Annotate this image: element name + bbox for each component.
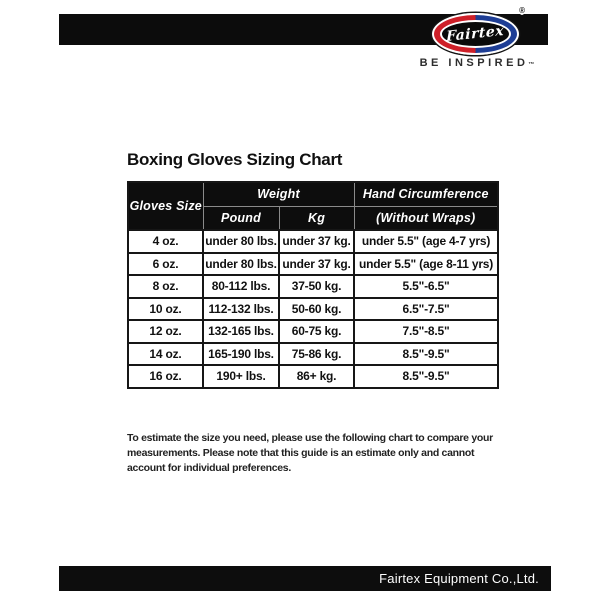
header-row-1 bbox=[128, 182, 498, 206]
logo-oval-core bbox=[440, 20, 511, 48]
table-row bbox=[128, 365, 498, 388]
cell-size: 14 oz. bbox=[128, 343, 203, 366]
table-row bbox=[128, 298, 498, 321]
cell-pound: 190+ lbs. bbox=[203, 365, 279, 388]
sizing-note: To estimate the size you need, please use the following chart to compare your measurements. Please note that this guide is an estimate only and cannot account for individual preferences. bbox=[127, 432, 493, 474]
table-row bbox=[128, 343, 498, 366]
company-name: Fairtex Equipment Co.,Ltd. bbox=[379, 571, 539, 586]
logo-oval-ring bbox=[432, 13, 519, 55]
cell-circumference: 7.5"-8.5" bbox=[354, 320, 498, 343]
cell-size: 4 oz. bbox=[128, 230, 203, 253]
table-row bbox=[128, 230, 498, 253]
col-header-hand-circumference: Hand Circumference bbox=[354, 182, 498, 206]
cell-size: 6 oz. bbox=[128, 253, 203, 276]
cell-size: 16 oz. bbox=[128, 365, 203, 388]
cell-kg: 60-75 kg. bbox=[279, 320, 354, 343]
cell-kg: under 37 kg. bbox=[279, 230, 354, 253]
cell-pound: under 80 lbs. bbox=[203, 253, 279, 276]
col-header-without-wraps: (Without Wraps) bbox=[354, 206, 498, 230]
cell-pound: under 80 lbs. bbox=[203, 230, 279, 253]
table-row bbox=[128, 275, 498, 298]
cell-circumference: 8.5"-9.5" bbox=[354, 365, 498, 388]
table-header bbox=[128, 182, 498, 230]
cell-pound: 112-132 lbs. bbox=[203, 298, 279, 321]
cell-kg: 50-60 kg. bbox=[279, 298, 354, 321]
cell-size: 8 oz. bbox=[128, 275, 203, 298]
tagline-text: BE INSPIRED bbox=[419, 57, 529, 69]
col-header-weight: Weight bbox=[203, 182, 354, 206]
col-header-pound: Pound bbox=[203, 206, 279, 230]
table-row bbox=[128, 320, 498, 343]
cell-kg: 75-86 kg. bbox=[279, 343, 354, 366]
sizing-table bbox=[127, 181, 499, 389]
cell-kg: 37-50 kg. bbox=[279, 275, 354, 298]
cell-pound: 165-190 lbs. bbox=[203, 343, 279, 366]
cell-kg: 86+ kg. bbox=[279, 365, 354, 388]
footer-bar bbox=[59, 566, 551, 591]
trademark-icon: ™ bbox=[528, 62, 535, 68]
cell-circumference: 5.5"-6.5" bbox=[354, 275, 498, 298]
fairtex-logo bbox=[432, 6, 525, 55]
cell-circumference: 6.5"-7.5" bbox=[354, 298, 498, 321]
cell-size: 10 oz. bbox=[128, 298, 203, 321]
cell-circumference: under 5.5" (age 8-11 yrs) bbox=[354, 253, 498, 276]
cell-pound: 132-165 lbs. bbox=[203, 320, 279, 343]
logo-wordmark: Fairtex bbox=[446, 22, 505, 46]
page-title: Boxing Gloves Sizing Chart bbox=[127, 150, 343, 169]
col-header-gloves-size: Gloves Size bbox=[128, 182, 203, 230]
cell-pound: 80-112 lbs. bbox=[203, 275, 279, 298]
table-body bbox=[128, 230, 498, 388]
cell-kg: under 37 kg. bbox=[279, 253, 354, 276]
col-header-kg: Kg bbox=[279, 206, 354, 230]
cell-circumference: 8.5"-9.5" bbox=[354, 343, 498, 366]
registered-trademark-icon: ® bbox=[519, 6, 525, 15]
brand-tagline bbox=[392, 53, 562, 71]
cell-size: 12 oz. bbox=[128, 320, 203, 343]
cell-circumference: under 5.5" (age 4-7 yrs) bbox=[354, 230, 498, 253]
table-row bbox=[128, 253, 498, 276]
